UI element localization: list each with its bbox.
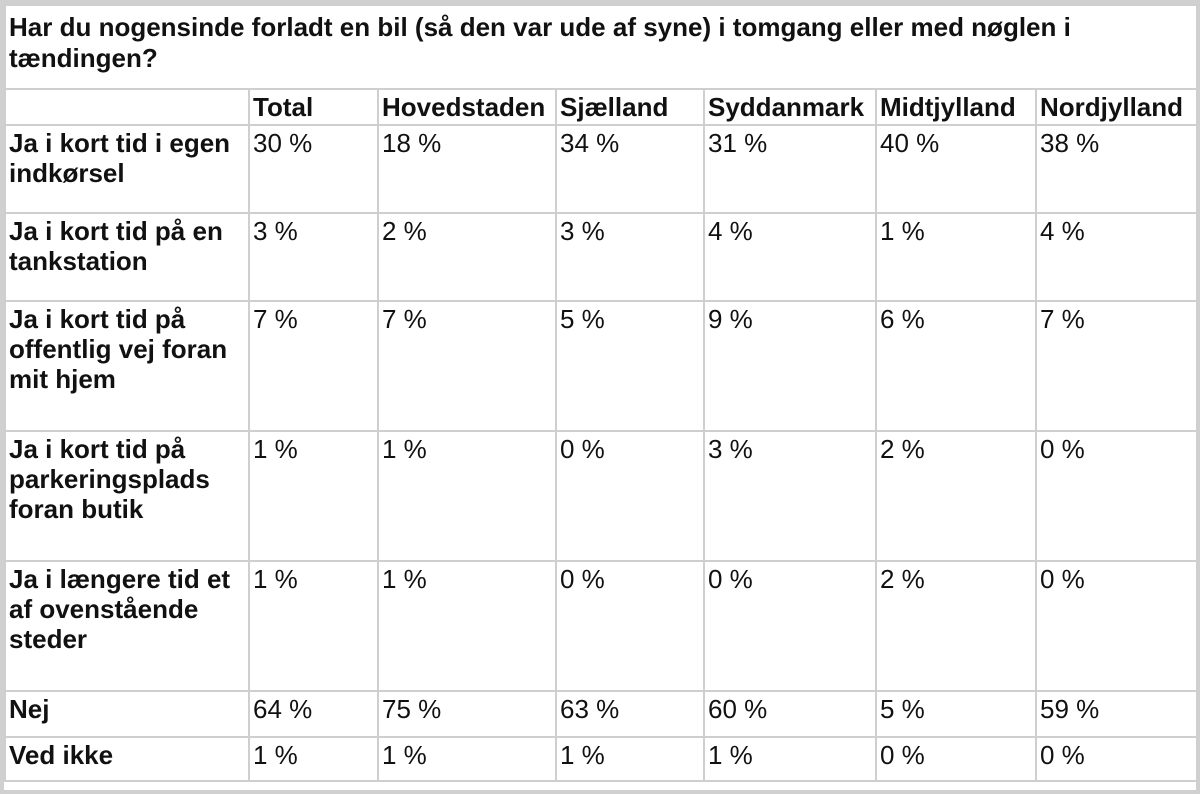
row-label: Ved ikke xyxy=(5,737,249,781)
cell-value: 2 % xyxy=(876,431,1036,561)
header-cell-midtjylland: Midtjylland xyxy=(876,89,1036,125)
cell-value: 1 % xyxy=(249,561,378,691)
cell-value: 0 % xyxy=(704,561,876,691)
table-row xyxy=(5,561,1197,691)
cell-value: 9 % xyxy=(704,301,876,431)
row-label: Ja i kort tid på offentlig vej foran mit hjem xyxy=(5,301,249,431)
cell-value: 30 % xyxy=(249,125,378,213)
cell-value: 2 % xyxy=(378,213,556,301)
cell-value: 0 % xyxy=(1036,431,1197,561)
row-label: Ja i kort tid på parkeringsplads foran butik xyxy=(5,431,249,561)
cell-value: 1 % xyxy=(876,213,1036,301)
table-row xyxy=(5,301,1197,431)
cell-value: 0 % xyxy=(556,431,704,561)
cell-value: 1 % xyxy=(704,737,876,781)
table-row xyxy=(5,431,1197,561)
header-cell-hovedstaden: Hovedstaden xyxy=(378,89,556,125)
header-row xyxy=(5,89,1197,125)
cell-value: 0 % xyxy=(1036,561,1197,691)
cell-value: 4 % xyxy=(704,213,876,301)
header-cell-total: Total xyxy=(249,89,378,125)
header-cell-empty xyxy=(5,89,249,125)
cell-value: 64 % xyxy=(249,691,378,737)
cell-value: 63 % xyxy=(556,691,704,737)
cell-value: 4 % xyxy=(1036,213,1197,301)
cell-value: 5 % xyxy=(876,691,1036,737)
cell-value: 3 % xyxy=(704,431,876,561)
survey-table xyxy=(4,4,1198,782)
cell-value: 3 % xyxy=(249,213,378,301)
cell-value: 7 % xyxy=(1036,301,1197,431)
table-row xyxy=(5,125,1197,213)
cell-value: 0 % xyxy=(1036,737,1197,781)
table-row xyxy=(5,213,1197,301)
cell-value: 3 % xyxy=(556,213,704,301)
cell-value: 7 % xyxy=(249,301,378,431)
header-cell-nordjylland: Nordjylland xyxy=(1036,89,1197,125)
table-row xyxy=(5,737,1197,781)
cell-value: 1 % xyxy=(556,737,704,781)
row-label: Ja i kort tid på en tankstation xyxy=(5,213,249,301)
table-title: Har du nogensinde forladt en bil (så den var ude af syne) i tomgang eller med nøglen i tændingen? xyxy=(5,5,1197,89)
cell-value: 31 % xyxy=(704,125,876,213)
cell-value: 5 % xyxy=(556,301,704,431)
cell-value: 1 % xyxy=(249,431,378,561)
cell-value: 0 % xyxy=(556,561,704,691)
cell-value: 18 % xyxy=(378,125,556,213)
cell-value: 1 % xyxy=(378,561,556,691)
cell-value: 75 % xyxy=(378,691,556,737)
cell-value: 38 % xyxy=(1036,125,1197,213)
cell-value: 6 % xyxy=(876,301,1036,431)
table-row xyxy=(5,691,1197,737)
title-row xyxy=(5,5,1197,89)
cell-value: 1 % xyxy=(378,431,556,561)
cell-value: 40 % xyxy=(876,125,1036,213)
cell-value: 7 % xyxy=(378,301,556,431)
header-cell-syddanmark: Syddanmark xyxy=(704,89,876,125)
cell-value: 59 % xyxy=(1036,691,1197,737)
row-label: Ja i kort tid i egen indkørsel xyxy=(5,125,249,213)
cell-value: 34 % xyxy=(556,125,704,213)
cell-value: 1 % xyxy=(249,737,378,781)
cell-value: 2 % xyxy=(876,561,1036,691)
cell-value: 1 % xyxy=(378,737,556,781)
header-cell-sjaelland: Sjælland xyxy=(556,89,704,125)
cell-value: 0 % xyxy=(876,737,1036,781)
row-label: Ja i længere tid et af ovenstående steder xyxy=(5,561,249,691)
row-label: Nej xyxy=(5,691,249,737)
cell-value: 60 % xyxy=(704,691,876,737)
